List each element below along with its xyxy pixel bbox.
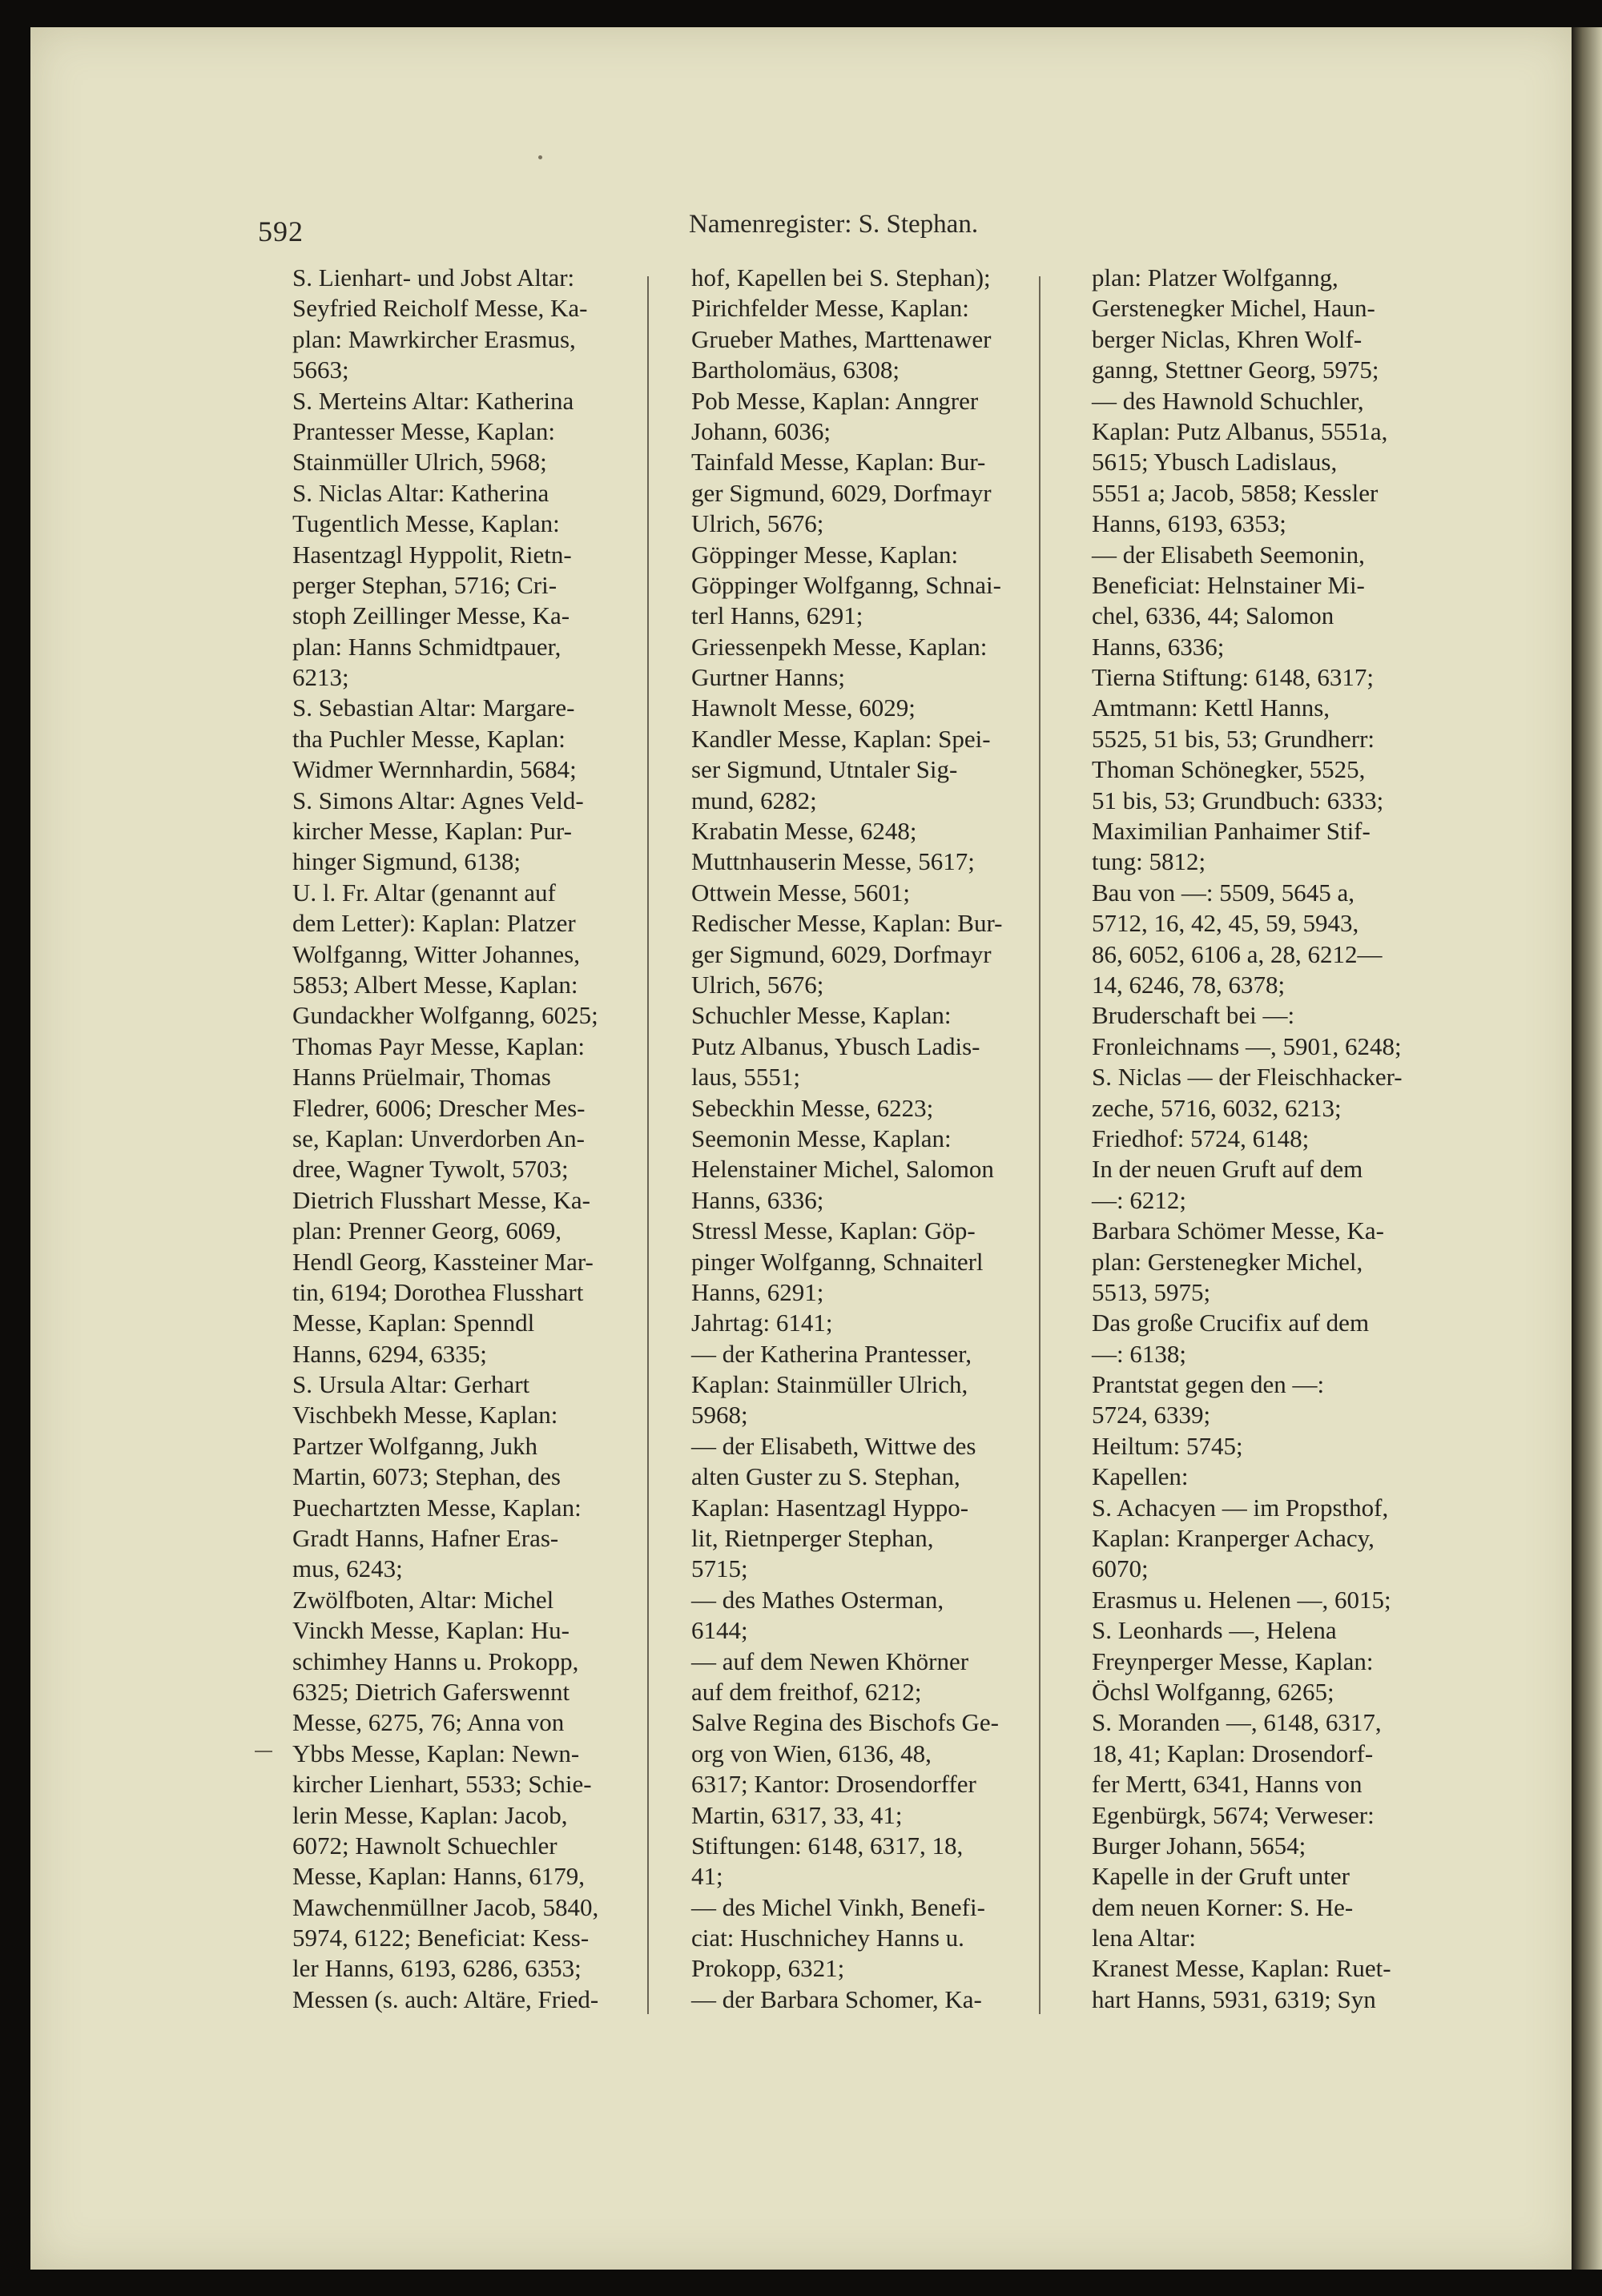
index-line: U. l. Fr. Altar (genannt auf — [292, 878, 556, 907]
index-line: Kranest Messe, Kaplan: Ruet- — [1092, 1954, 1391, 1983]
index-line: Beneficiat: Helnstainer Mi- — [1092, 570, 1365, 599]
index-line: Dietrich Flusshart Messe, Ka- — [292, 1185, 590, 1214]
index-line: Friedhof: 5724, 6148; — [1092, 1124, 1310, 1152]
index-line: Redischer Messe, Kaplan: Bur- — [691, 909, 1003, 938]
index-line: Fledrer, 6006; Drescher Mes- — [292, 1093, 586, 1122]
index-line: Amtmann: Kettl Hanns, — [1092, 694, 1330, 722]
index-line: Martin, 6317, 33, 41; — [691, 1800, 903, 1829]
index-line: Muttnhauserin Messe, 5617; — [691, 847, 975, 876]
index-line: Griessenpekh Messe, Kaplan: — [691, 632, 988, 661]
index-line: tin, 6194; Dorothea Flusshart — [292, 1277, 584, 1306]
index-line: chel, 6336, 44; Salomon — [1092, 601, 1334, 630]
index-line: ciat: Huschnichey Hanns u. — [691, 1924, 964, 1952]
index-line: Maximilian Panhaimer Stif- — [1092, 817, 1371, 846]
index-line: ganng, Stettner Georg, 5975; — [1092, 356, 1379, 384]
index-line: — auf dem Newen Khörner — [691, 1647, 969, 1675]
index-line: Bau von —: 5509, 5645 a, — [1092, 878, 1355, 907]
index-line: — der Elisabeth Seemonin, — [1092, 540, 1365, 569]
index-line: Barbara Schömer Messe, Ka- — [1092, 1216, 1384, 1245]
column-rule-right — [1039, 276, 1040, 2014]
margin-mark — [255, 1751, 272, 1752]
index-line: Ulrich, 5676; — [691, 509, 824, 538]
index-line: Gerstenegker Michel, Haun- — [1092, 294, 1375, 323]
index-line: Öchsl Wolfganng, 6265; — [1092, 1677, 1334, 1706]
index-line: Krabatin Messe, 6248; — [691, 817, 917, 846]
index-line: dem Letter): Kaplan: Platzer — [292, 909, 576, 938]
index-line: ser Sigmund, Utntaler Sig- — [691, 755, 958, 784]
index-line: Stiftungen: 6148, 6317, 18, — [691, 1831, 964, 1860]
index-line: — der Katherina Prantesser, — [691, 1339, 972, 1368]
index-line: zeche, 5716, 6032, 6213; — [1092, 1093, 1342, 1122]
index-line: Kandler Messe, Kaplan: Spei- — [691, 724, 991, 753]
index-line: S. Ursula Altar: Gerhart — [292, 1370, 530, 1399]
index-line: Bruderschaft bei —: — [1092, 1001, 1295, 1030]
index-line: 5513, 5975; — [1092, 1277, 1211, 1306]
index-line: S. Leonhards —, Helena — [1092, 1616, 1337, 1645]
index-line: — des Mathes Osterman, — [691, 1585, 944, 1614]
index-line: Prantesser Messe, Kaplan: — [292, 416, 555, 445]
index-line: Hasentzagl Hyppolit, Rietn- — [292, 540, 572, 569]
facing-page-edge — [1572, 27, 1602, 2270]
index-line: plan: Hanns Schmidtpauer, — [292, 632, 562, 661]
index-line: laus, 5551; — [691, 1063, 801, 1092]
index-line: 5615; Ybusch Ladislaus, — [1092, 448, 1338, 476]
index-line: 6070; — [1092, 1554, 1149, 1583]
index-line: pinger Wolfganng, Schnaiterl — [691, 1247, 984, 1276]
index-line: Seemonin Messe, Kaplan: — [691, 1124, 952, 1152]
index-line: 5712, 16, 42, 45, 59, 5943, — [1092, 909, 1359, 938]
index-line: Prantstat gegen den —: — [1092, 1370, 1325, 1399]
index-line: Hanns, 6193, 6353; — [1092, 509, 1286, 538]
index-line: Burger Johann, 5654; — [1092, 1831, 1306, 1860]
index-line: Pob Messe, Kaplan: Anngrer — [691, 386, 979, 415]
index-line: S. Sebastian Altar: Margare- — [292, 694, 575, 722]
index-line: S. Niclas Altar: Katherina — [292, 478, 549, 507]
index-line: Martin, 6073; Stephan, des — [292, 1462, 561, 1491]
index-line: plan: Gerstenegker Michel, — [1092, 1247, 1363, 1276]
index-line: 5853; Albert Messe, Kaplan: — [292, 970, 578, 999]
index-line: Schuchler Messe, Kaplan: — [691, 1001, 952, 1030]
index-line: Bartholomäus, 6308; — [691, 356, 900, 384]
index-line: Stressl Messe, Kaplan: Göp- — [691, 1216, 976, 1245]
index-line: hart Hanns, 5931, 6319; Syn — [1092, 1984, 1376, 2013]
index-line: Kaplan: Stainmüller Ulrich, — [691, 1370, 968, 1399]
index-line: S. Moranden —, 6148, 6317, — [1092, 1708, 1382, 1737]
index-line: ger Sigmund, 6029, Dorfmayr — [691, 478, 992, 507]
index-line: Freynperger Messe, Kaplan: — [1092, 1647, 1374, 1675]
index-line: Kaplan: Kranperger Achacy, — [1092, 1524, 1375, 1553]
index-line: Hawnolt Messe, 6029; — [691, 694, 916, 722]
index-line: Göppinger Wolfganng, Schnai- — [691, 570, 1001, 599]
index-line: fer Mertt, 6341, Hanns von — [1092, 1770, 1363, 1799]
index-line: Johann, 6036; — [691, 416, 831, 445]
index-line: Mawchenmüllner Jacob, 5840, — [292, 1892, 599, 1921]
index-line: Widmer Wernnhardin, 5684; — [292, 755, 577, 784]
index-line: Tierna Stiftung: 6148, 6317; — [1092, 663, 1374, 692]
index-line: stoph Zeillinger Messe, Ka- — [292, 601, 570, 630]
index-line: 6072; Hawnolt Schuechler — [292, 1831, 557, 1860]
index-line: — des Michel Vinkh, Benefi- — [691, 1892, 985, 1921]
index-line: Göppinger Messe, Kaplan: — [691, 540, 959, 569]
index-line: Vischbekh Messe, Kaplan: — [292, 1401, 558, 1429]
index-line: Helenstainer Michel, Salomon — [691, 1155, 994, 1184]
index-line: 51 bis, 53; Grundbuch: 6333; — [1092, 786, 1384, 814]
index-line: terl Hanns, 6291; — [691, 601, 863, 630]
index-line: 14, 6246, 78, 6378; — [1092, 970, 1286, 999]
index-line: S. Simons Altar: Agnes Veld- — [292, 786, 584, 814]
index-line: 5968; — [691, 1401, 748, 1429]
index-line: Gundackher Wolfganng, 6025; — [292, 1001, 598, 1030]
index-line: S. Lienhart- und Jobst Altar: — [292, 263, 575, 292]
index-line: S. Niclas — der Fleischhacker- — [1092, 1063, 1403, 1092]
index-line: Thoman Schönegker, 5525, — [1092, 755, 1366, 784]
index-line: 5525, 51 bis, 53; Grundherr: — [1092, 724, 1375, 753]
index-line: hinger Sigmund, 6138; — [292, 847, 521, 876]
index-line: Zwölfboten, Altar: Michel — [292, 1585, 554, 1614]
index-line: Partzer Wolfganng, Jukh — [292, 1431, 538, 1460]
index-line: Seyfried Reicholf Messe, Ka- — [292, 294, 588, 323]
index-line: dem neuen Korner: S. He- — [1092, 1892, 1354, 1921]
index-line: plan: Mawrkircher Erasmus, — [292, 324, 576, 353]
index-line: tha Puchler Messe, Kaplan: — [292, 724, 566, 753]
index-line: mund, 6282; — [691, 786, 817, 814]
index-line: 6213; — [292, 663, 349, 692]
index-line: Tugentlich Messe, Kaplan: — [292, 509, 560, 538]
index-column-3 — [1092, 263, 1419, 2015]
index-line: Messen (s. auch: Altäre, Fried- — [292, 1984, 599, 2013]
index-line: org von Wien, 6136, 48, — [691, 1739, 932, 1767]
index-line: Salve Regina des Bischofs Ge- — [691, 1708, 999, 1737]
index-line: 41; — [691, 1862, 723, 1891]
running-title: Namenregister: S. Stephan. — [689, 210, 979, 239]
index-line: Messe, Kaplan: Hanns, 6179, — [292, 1862, 586, 1891]
index-line: —: 6212; — [1092, 1185, 1186, 1214]
index-line: Hendl Georg, Kassteiner Mar- — [292, 1247, 594, 1276]
index-line: Messe, 6275, 76; Anna von — [292, 1708, 565, 1737]
index-line: Das große Crucifix auf dem — [1092, 1309, 1370, 1337]
index-line: Hanns Prüelmair, Thomas — [292, 1063, 551, 1092]
index-line: Hanns, 6294, 6335; — [292, 1339, 487, 1368]
index-line: Pirichfelder Messe, Kaplan: — [691, 294, 969, 323]
index-line: 5715; — [691, 1554, 748, 1583]
index-line: — des Hawnold Schuchler, — [1092, 386, 1364, 415]
index-line: 18, 41; Kaplan: Drosendorf- — [1092, 1739, 1374, 1767]
index-line: Tainfald Messe, Kaplan: Bur- — [691, 448, 986, 476]
page-number: 592 — [258, 215, 304, 247]
index-line: ger Sigmund, 6029, Dorfmayr — [691, 939, 992, 968]
index-line: Fronleichnams —, 5901, 6248; — [1092, 1031, 1402, 1060]
index-line: dree, Wagner Tywolt, 5703; — [292, 1155, 569, 1184]
index-line: Putz Albanus, Ybusch Ladis- — [691, 1031, 980, 1060]
index-line: Hanns, 6336; — [691, 1185, 824, 1214]
index-line: Hanns, 6336; — [1092, 632, 1225, 661]
index-line: 5974, 6122; Beneficiat: Kess- — [292, 1924, 590, 1952]
index-line: ler Hanns, 6193, 6286, 6353; — [292, 1954, 582, 1983]
index-line: auf dem freithof, 6212; — [691, 1677, 922, 1706]
index-column-1 — [292, 263, 614, 2015]
index-line: Messe, Kaplan: Spenndl — [292, 1309, 535, 1337]
index-line: Gradt Hanns, Hafner Eras- — [292, 1524, 559, 1553]
index-line: Kapelle in der Gruft unter — [1092, 1862, 1350, 1891]
index-line: Ottwein Messe, 5601; — [691, 878, 910, 907]
index-line: S. Achacyen — im Propsthof, — [1092, 1493, 1389, 1522]
index-line: se, Kaplan: Unverdorben An- — [292, 1124, 586, 1152]
index-line: lerin Messe, Kaplan: Jacob, — [292, 1800, 568, 1829]
index-line: — der Elisabeth, Wittwe des — [691, 1431, 976, 1460]
index-line: schimhey Hanns u. Prokopp, — [292, 1647, 579, 1675]
index-line: 6317; Kantor: Drosendorffer — [691, 1770, 976, 1799]
index-line: kircher Messe, Kaplan: Pur- — [292, 817, 572, 846]
index-line: Ulrich, 5676; — [691, 970, 824, 999]
index-line: — der Barbara Schomer, Ka- — [691, 1984, 982, 2013]
index-line: hof, Kapellen bei S. Stephan); — [691, 263, 991, 292]
index-line: Ybbs Messe, Kaplan: Newn- — [292, 1739, 580, 1767]
index-line: 86, 6052, 6106 a, 28, 6212— — [1092, 939, 1383, 968]
index-line: kircher Lienhart, 5533; Schie- — [292, 1770, 592, 1799]
index-line: Vinckh Messe, Kaplan: Hu- — [292, 1616, 570, 1645]
index-line: 6325; Dietrich Gaferswennt — [292, 1677, 570, 1706]
index-line: Jahrtag: 6141; — [691, 1309, 833, 1337]
index-line: 6144; — [691, 1616, 748, 1645]
index-line: Sebeckhin Messe, 6223; — [691, 1093, 934, 1122]
index-line: Prokopp, 6321; — [691, 1954, 845, 1983]
index-line: Kaplan: Putz Albanus, 5551a, — [1092, 416, 1388, 445]
index-line: Wolfganng, Witter Johannes, — [292, 939, 580, 968]
index-line: lena Altar: — [1092, 1924, 1196, 1952]
index-line: mus, 6243; — [292, 1554, 403, 1583]
index-line: 5663; — [292, 356, 349, 384]
index-line: Stainmüller Ulrich, 5968; — [292, 448, 547, 476]
index-line: Puechartzten Messe, Kaplan: — [292, 1493, 582, 1522]
index-line: Grueber Mathes, Marttenawer — [691, 324, 992, 353]
index-line: Erasmus u. Helenen —, 6015; — [1092, 1585, 1391, 1614]
index-line: perger Stephan, 5716; Cri- — [292, 570, 557, 599]
index-line: Heiltum: 5745; — [1092, 1431, 1243, 1460]
index-line: Kapellen: — [1092, 1462, 1189, 1491]
index-line: Gurtner Hanns; — [691, 663, 845, 692]
index-line: S. Merteins Altar: Katherina — [292, 386, 574, 415]
index-line: Thomas Payr Messe, Kaplan: — [292, 1031, 586, 1060]
index-line: 5724, 6339; — [1092, 1401, 1211, 1429]
index-line: lit, Rietnperger Stephan, — [691, 1524, 934, 1553]
index-line: In der neuen Gruft auf dem — [1092, 1155, 1363, 1184]
index-line: Egenbürgk, 5674; Verweser: — [1092, 1800, 1375, 1829]
index-line: plan: Prenner Georg, 6069, — [292, 1216, 562, 1245]
index-line: alten Guster zu S. Stephan, — [691, 1462, 960, 1491]
index-line: berger Niclas, Khren Wolf- — [1092, 324, 1363, 353]
index-line: —: 6138; — [1092, 1339, 1186, 1368]
index-column-2 — [691, 263, 1018, 2015]
index-line: Kaplan: Hasentzagl Hyppo- — [691, 1493, 969, 1522]
index-line: plan: Platzer Wolfganng, — [1092, 263, 1338, 292]
index-line: tung: 5812; — [1092, 847, 1206, 876]
index-line: Hanns, 6291; — [691, 1277, 824, 1306]
index-line: 5551 a; Jacob, 5858; Kessler — [1092, 478, 1379, 507]
column-rule-left — [647, 276, 649, 2014]
speck — [538, 155, 542, 159]
